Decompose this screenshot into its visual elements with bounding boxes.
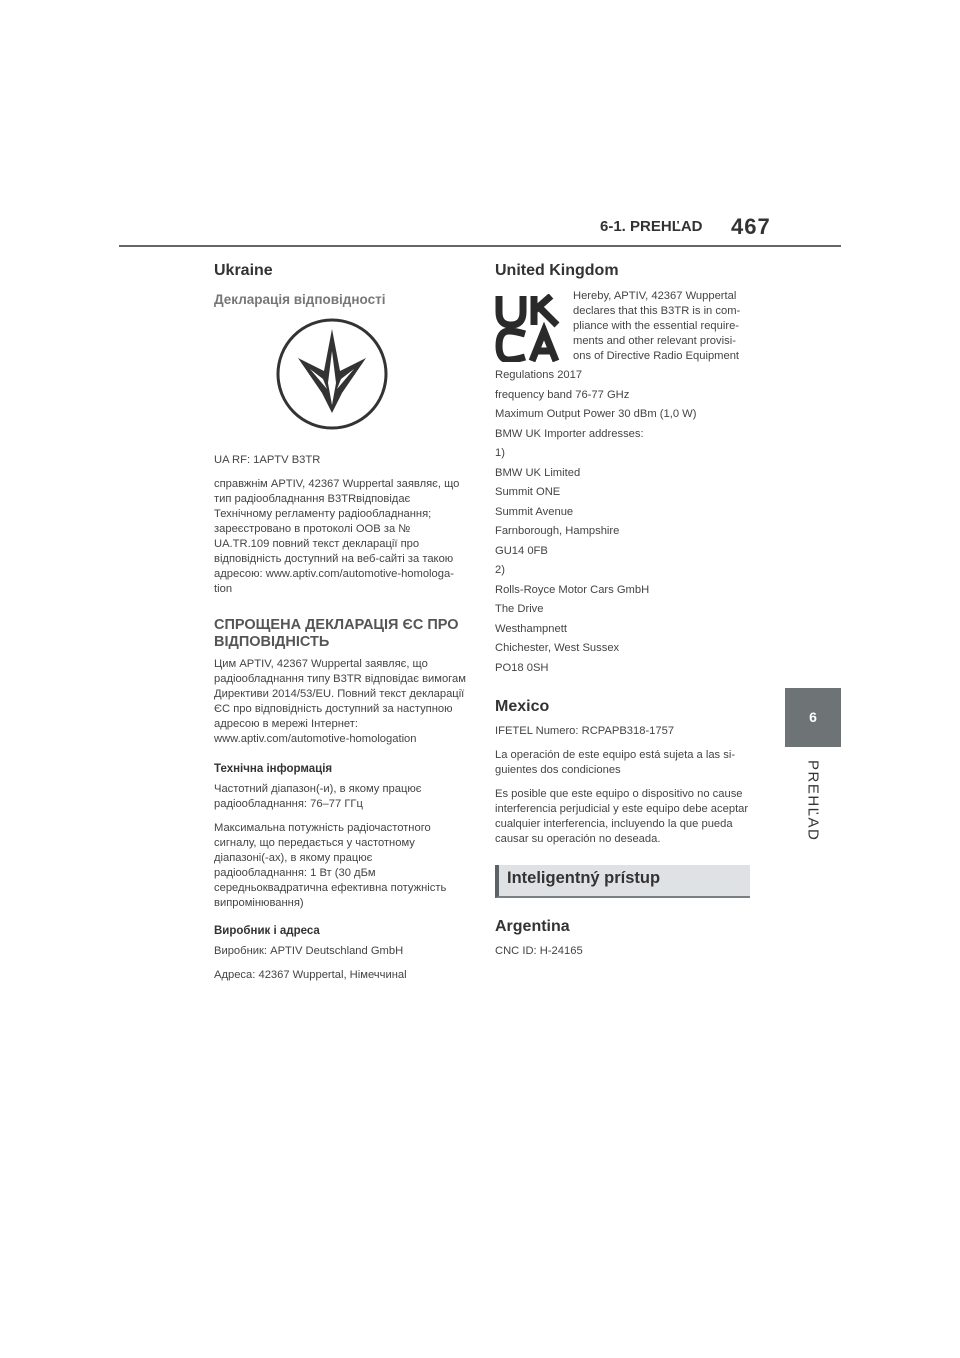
section-banner-title: Inteligentný prístup — [507, 868, 661, 887]
tech-info-power: Максимальна потужність радіочастотного сигналу, що передається у частотному діапазоні(-ах), в якому працює радіообладнання: 1 Вт (30 дБм середньоквадратична ефективна потужність випромінювання) — [214, 822, 447, 909]
uk-line: Summit Avenue — [495, 505, 574, 518]
chapter-tab[interactable]: 6 — [785, 688, 841, 747]
page-number: 467 — [731, 214, 771, 239]
uk-line: The Drive — [495, 603, 544, 615]
chapter-tab-label: PREHĽAD — [804, 760, 822, 842]
mexico-conditions: La operación de este equipo está sujeta a las si-guientes dos condiciones — [495, 748, 736, 776]
header-rule — [119, 245, 841, 247]
eu-declaration-heading: СПРОЩЕНА ДЕКЛАРАЦІЯ ЄС ПРО ВІДПОВІДНІСТЬ — [214, 617, 459, 650]
left-column — [214, 262, 466, 992]
uk-line: BMW UK Limited — [495, 466, 581, 479]
uk-details — [495, 368, 750, 676]
ukca-block — [495, 290, 750, 368]
uk-line: Summit ONE — [495, 486, 561, 498]
mexico-title: Mexico — [495, 697, 550, 715]
mexico-ifetel: IFETEL Numero: RCPAPB318-1757 — [495, 724, 675, 737]
ukraine-title: Ukraine — [214, 262, 273, 279]
ukraine-declaration-text: справжнім APTIV, 42367 Wuppertal заявляє, що тип радіообладнання B3TRвідповідає Технічному регламенту радіообладнання; зареєстровано в протоколі OOB за № UA.TR.109 повний текст декларації про відповідність доступний на веб-сайті за такою адресою: www.aptiv.com/automotive-homologa-tion — [214, 478, 460, 595]
right-column — [495, 262, 750, 968]
ukca-mark-icon — [495, 294, 565, 362]
uk-title: United Kingdom — [495, 262, 619, 279]
manufacturer-name: Виробник: APTIV Deutschland GmbH — [214, 945, 404, 957]
uk-line: 2) — [495, 564, 505, 576]
uk-line: PO18 0SH — [495, 661, 549, 674]
manufacturer-address: Адреса: 42367 Wuppertal, Німеччинаl — [214, 969, 407, 981]
manufacturer-heading: Виробник і адреса — [214, 925, 320, 937]
ukraine-subtitle: Декларація відповідності — [214, 292, 386, 307]
section-banner — [495, 865, 750, 898]
argentina-title: Argentina — [495, 917, 570, 935]
uk-line: BMW UK Importer addresses: — [495, 427, 644, 440]
uk-line: Chichester, West Sussex — [495, 642, 620, 654]
argentina-cnc-id: CNC ID: H-24165 — [495, 944, 583, 957]
section-title: 6-1. PREHĽAD — [600, 218, 703, 235]
uk-line: GU14 0FB — [495, 544, 548, 557]
tech-info-frequency: Частотний діапазон(-и), в якому працює радіообладнання: 76–77 ГГц — [214, 783, 422, 810]
ua-rf-line: UA RF: 1APTV B3TR — [214, 454, 321, 466]
uk-line: Westhampnett — [495, 622, 567, 635]
page-header — [0, 210, 960, 250]
uk-line: 1) — [495, 447, 505, 459]
uk-line: Rolls-Royce Motor Cars GmbH — [495, 583, 650, 596]
uk-line: frequency band 76-77 GHz — [495, 388, 630, 401]
mexico-interference: Es posible que este equipo o dispositivo no cause interferencia perjudicial y este equipo debe aceptar cualquier interferencia, incluyendo la que pueda causar su operación no deseada. — [495, 787, 749, 845]
ukraine-conformity-mark-icon — [275, 317, 389, 431]
uk-declaration-text: Hereby, APTIV, 42367 Wuppertal declares that this B3TR is in com-pliance with the essential require-ments and other relevant provisi-ons of Directive Radio Equipment — [573, 290, 741, 362]
uk-line: Maximum Output Power 30 dBm (1,0 W) — [495, 408, 697, 420]
uk-line: Regulations 2017 — [495, 369, 583, 381]
eu-declaration-text: Цим APTIV, 42367 Wuppertal заявляє, що радіообладнання типу B3TR відповідає вимогам Директиви 2014/53/EU. Повний текст декларації ЄС про відповідність доступний за наступною адресою в мережі Інтернет: www.aptiv.com/automotive-homologation — [214, 658, 466, 745]
tech-info-heading: Технічна інформація — [214, 763, 333, 775]
uk-line: Farnborough, Hampshire — [495, 525, 620, 537]
